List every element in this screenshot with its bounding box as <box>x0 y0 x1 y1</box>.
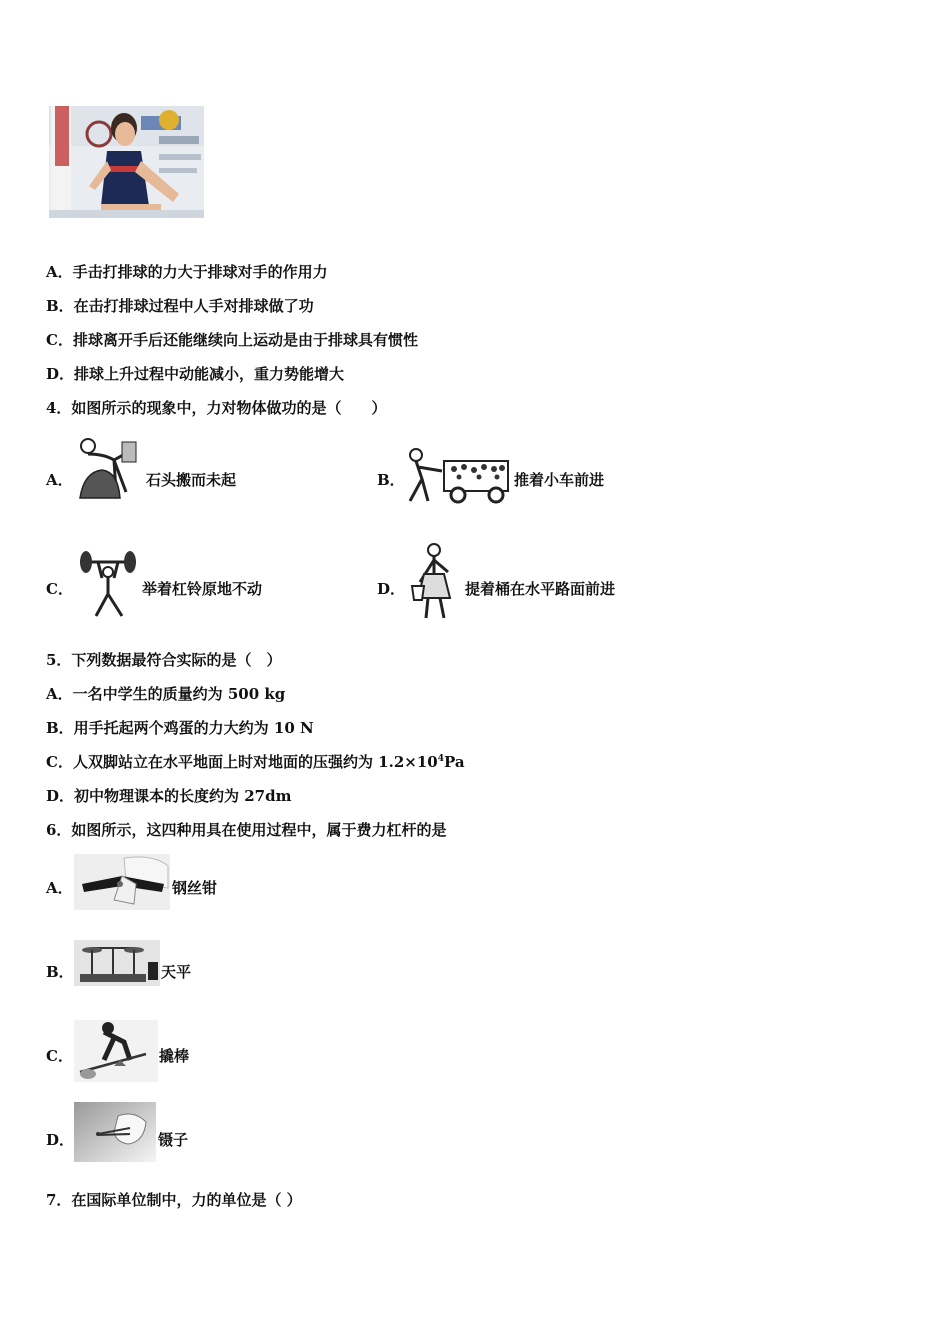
q5-option-c-text: C．人双脚站立在水平地面上时对地面的压强约为 1.2×10 <box>46 753 438 771</box>
q6-option-c-label: C． <box>46 1047 73 1065</box>
q4-option-d-label: D． <box>377 580 406 598</box>
pliers-photo <box>74 854 170 910</box>
q4-option-c-label: C． <box>46 580 73 598</box>
tweezers-photo <box>74 1102 156 1162</box>
q4-option-b-text: 推着小车前进 <box>514 471 605 489</box>
q4-option-c-text: 举着杠铃原地不动 <box>142 580 263 598</box>
q5-option-a: A．一名中学生的质量约为 500 kg <box>46 685 286 703</box>
q6-option-b-label: B． <box>46 963 74 981</box>
q6-stem: 6．如图所示，这四种用具在使用过程中，属于费力杠杆的是 <box>46 821 447 839</box>
holding-barbell-illustration <box>76 548 140 620</box>
q6-option-c-text: 撬棒 <box>159 1047 190 1065</box>
pushing-cart-illustration <box>402 447 512 505</box>
q5-stem: 5．下列数据最符合实际的是（ ） <box>46 651 282 669</box>
q6-option-b-text: 天平 <box>161 963 192 981</box>
q5-option-b: B．用手托起两个鸡蛋的力大约为 10 N <box>46 719 314 737</box>
q4-option-d-text: 提着桶在水平路面前进 <box>465 580 616 598</box>
q3-option-d: D．排球上升过程中动能减小，重力势能增大 <box>46 365 345 383</box>
crowbar-photo <box>74 1020 158 1082</box>
q6-option-a-text: 钢丝钳 <box>172 879 218 897</box>
q3-option-c: C．排球离开手后还能继续向上运动是由于排球具有惯性 <box>46 331 418 349</box>
q4-option-a-label: A． <box>46 471 73 489</box>
balance-scale-photo <box>74 940 160 986</box>
q4-option-a-text: 石头搬而未起 <box>146 471 237 489</box>
q6-option-d-label: D． <box>46 1131 75 1149</box>
q5-option-c <box>46 752 465 772</box>
q5-option-c-exponent: 4 <box>437 754 444 764</box>
q6-option-d-text: 镊子 <box>158 1131 189 1149</box>
q5-option-c-unit: Pa <box>443 753 465 771</box>
q7-stem: 7．在国际单位制中，力的单位是（ ） <box>46 1191 302 1209</box>
q4-option-b-label: B． <box>377 471 405 489</box>
volleyball-photo <box>49 106 204 218</box>
q5-option-d: D．初中物理课本的长度约为 27dm <box>46 787 292 805</box>
q3-option-a: A．手击打排球的力大于排球对手的作用力 <box>46 263 328 281</box>
q4-stem: 4．如图所示的现象中，力对物体做功的是（ ） <box>46 399 387 417</box>
lifting-stone-illustration <box>74 436 140 502</box>
q6-option-a-label: A． <box>46 879 73 897</box>
carrying-bucket-illustration <box>406 542 460 620</box>
q3-option-b: B．在击打排球过程中人手对排球做了功 <box>46 297 314 315</box>
